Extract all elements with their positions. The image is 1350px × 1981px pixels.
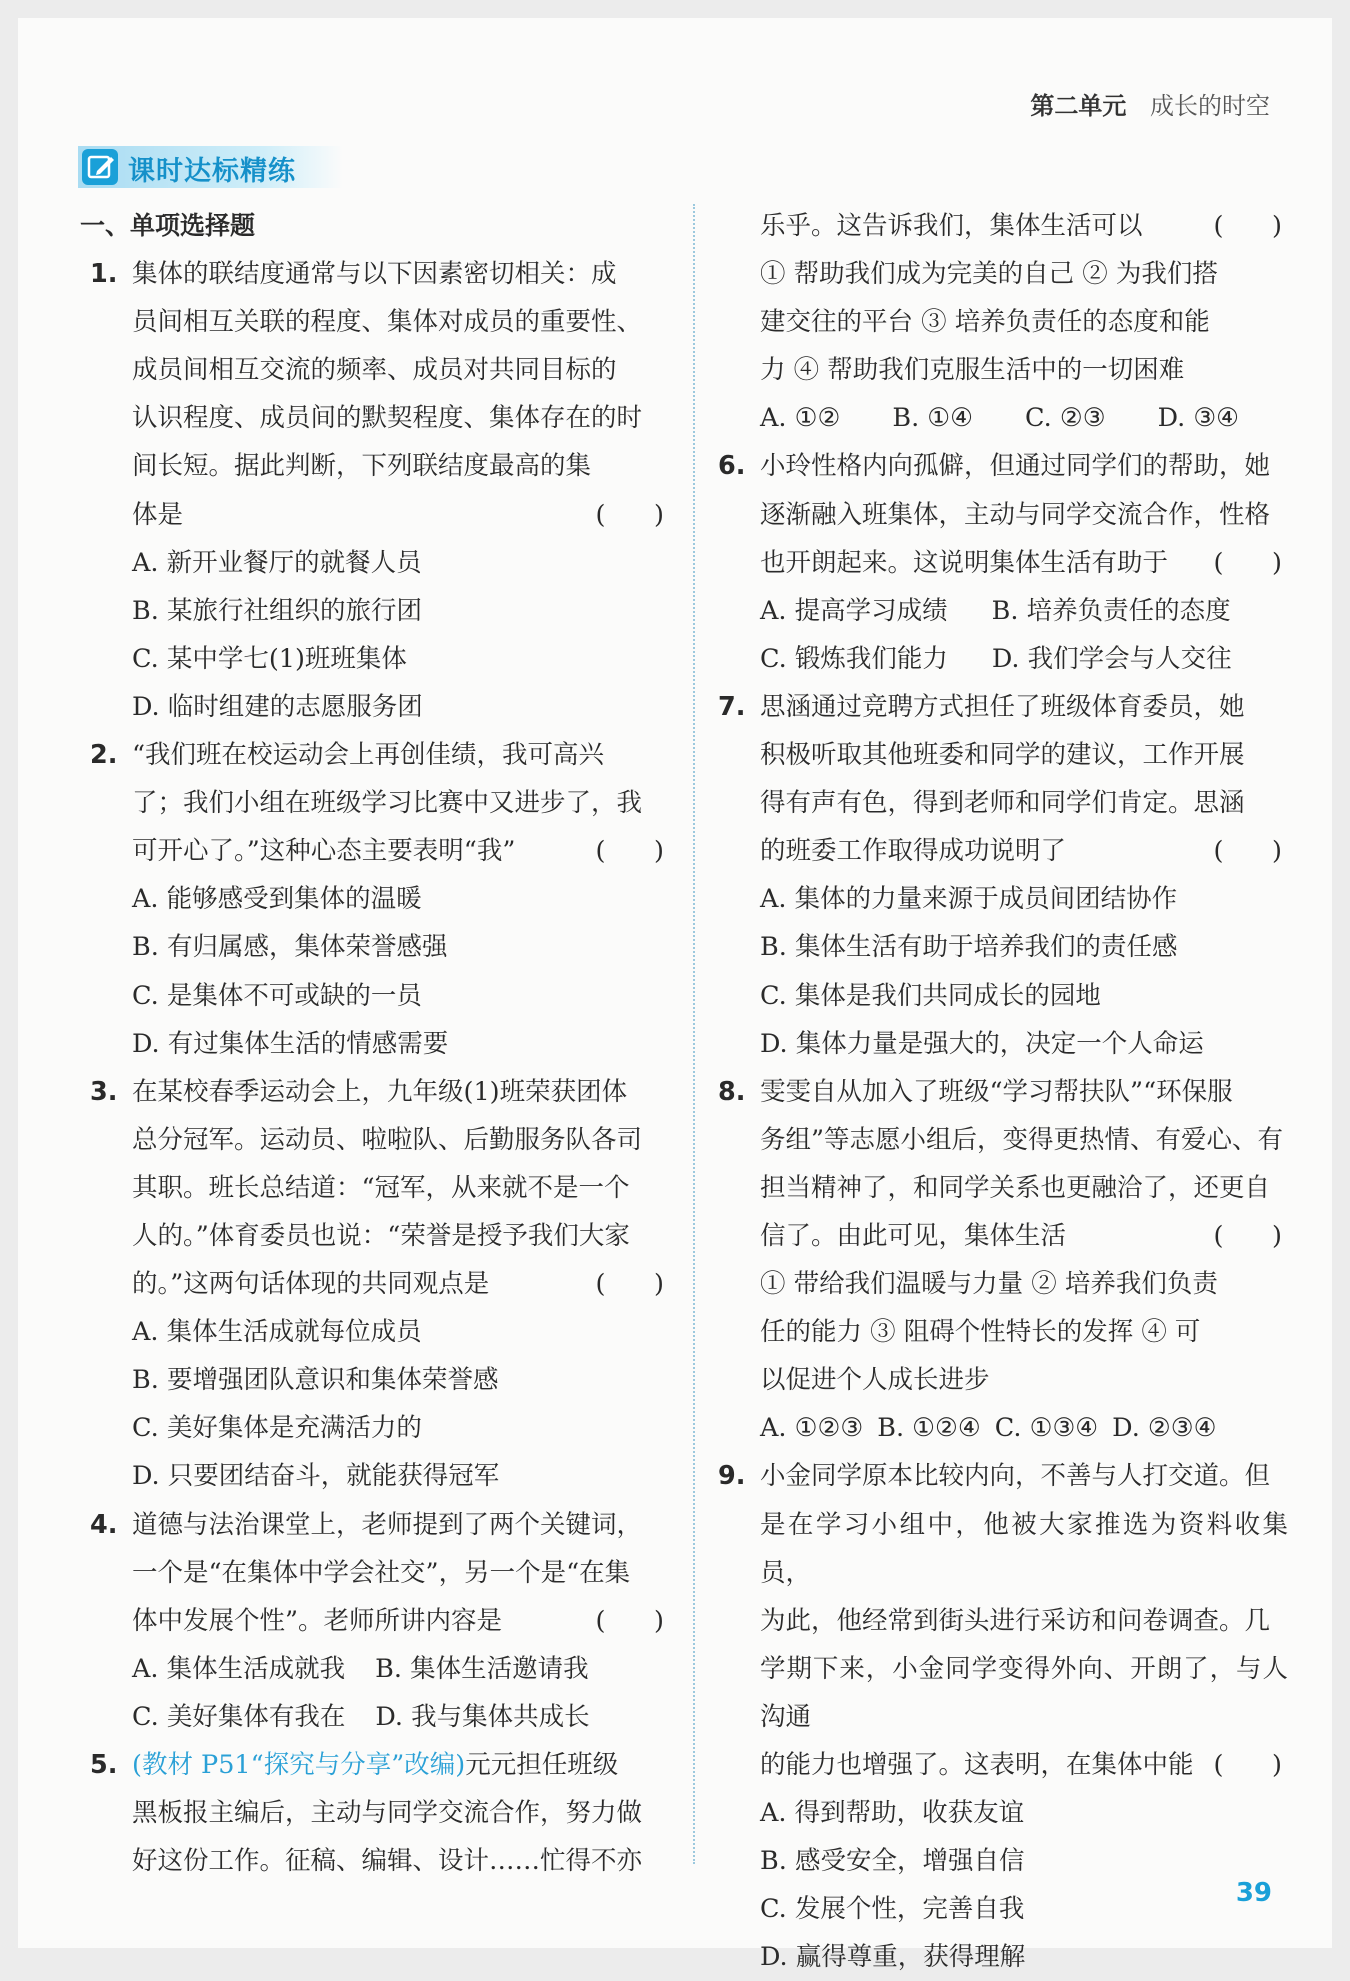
answer-blank: ( ) [595, 1269, 664, 1300]
option-d: D. 我们学会与人交往 [991, 643, 1232, 674]
question-line: 积极听取其他班委和同学的建议，工作开展 [760, 740, 1245, 771]
question-6 [708, 442, 1288, 586]
option-d: D. ②③④ [1112, 1413, 1217, 1444]
option-d: D. ③④ [1157, 403, 1240, 434]
statement-line: ① 帮助我们成为完美的自己 ② 为我们搭 [760, 259, 1218, 290]
question-line [132, 1597, 670, 1645]
question-line: 是在学习小组中，他被大家推选为资料收集员， [760, 1509, 1288, 1588]
option-a: A. ①② [760, 403, 841, 434]
answer-blank: ( ) [595, 836, 664, 867]
option-c: C. 美好集体是充满活力的 [132, 1413, 422, 1444]
question-4 [80, 1501, 670, 1645]
option-b: B. 感受安全，增强自信 [760, 1846, 1025, 1877]
question-line: 雯雯自从加入了班级“学习帮扶队”“环保服 [760, 1076, 1233, 1107]
question-line: 得有声有色，得到老师和同学们肯定。思涵 [760, 788, 1245, 819]
question-9 [708, 1452, 1288, 1789]
option-a: A. 提高学习成绩 [760, 595, 948, 626]
answer-blank: ( ) [595, 1605, 664, 1636]
option-c: C. ①③④ [994, 1413, 1099, 1444]
question-line [132, 1741, 670, 1789]
question-number: 7. [718, 691, 746, 722]
question-number: 4. [90, 1509, 118, 1540]
question-line: 成员间相互交流的频率、成员对共同目标的 [132, 355, 617, 386]
question-number: 2. [90, 740, 118, 771]
question-line [760, 202, 1288, 250]
option-d: D. 我与集体共成长 [375, 1701, 590, 1732]
option-a: A. 得到帮助，收获友谊 [760, 1798, 1025, 1829]
option-b: B. ①②④ [877, 1413, 981, 1444]
page-number: 39 [1235, 1878, 1272, 1908]
statement-line: 以促进个人成长进步 [760, 1365, 990, 1396]
statement-line: ① 带给我们温暖与力量 ② 培养我们负责 [760, 1269, 1218, 1300]
question-number: 9. [718, 1461, 746, 1492]
statement-line: 任的能力 ③ 阻碍个性特长的发挥 ④ 可 [760, 1317, 1201, 1348]
unit-title: 第二单元 [1030, 92, 1127, 120]
question-number: 3. [90, 1076, 118, 1107]
right-column [708, 202, 1288, 1981]
option-row [708, 587, 1288, 635]
question-line: 人的。”体育委员也说：“荣誉是授予我们大家 [132, 1220, 630, 1251]
option-d: D. 有过集体生活的情感需要 [132, 1028, 449, 1059]
answer-blank: ( ) [1213, 547, 1282, 578]
statement-line: 建交往的平台 ③ 培养负责任的态度和能 [760, 307, 1210, 338]
option-row [708, 394, 1288, 442]
option-b: B. 集体生活邀请我 [375, 1653, 589, 1684]
statement-line: 力 ④ 帮助我们克服生活中的一切困难 [760, 355, 1185, 386]
option-d: D. 只要团结奋斗，就能获得冠军 [132, 1461, 500, 1492]
option-b: B. 要增强团队意识和集体荣誉感 [132, 1365, 499, 1396]
option-a: A. 新开业餐厅的就餐人员 [132, 547, 422, 578]
question-line [760, 827, 1288, 875]
question-line-text: 元元担任班级 [465, 1750, 619, 1780]
textbook-source: (教材 P51“探究与分享”改编) [132, 1750, 466, 1780]
option-c: C. ②③ [1025, 403, 1106, 434]
question-number: 8. [718, 1076, 746, 1107]
question-line-text: 乐乎。这告诉我们，集体生活可以 [760, 211, 1143, 241]
option-c: C. 集体是我们共同成长的园地 [760, 980, 1101, 1011]
option-c: C. 发展个性，完善自我 [760, 1894, 1025, 1925]
question-line-text: 的。”这两句话体现的共同观点是 [132, 1269, 490, 1300]
answer-blank: ( ) [1213, 1220, 1282, 1251]
question-line: 为此，他经常到街头进行采访和问卷调查。几 [760, 1605, 1271, 1636]
option-c: C. 是集体不可或缺的一员 [132, 980, 422, 1011]
unit-subtitle: 成长的时空 [1150, 92, 1270, 120]
option-a: A. 集体的力量来源于成员间团结协作 [760, 884, 1178, 915]
answer-blank: ( ) [595, 499, 664, 530]
section-banner [78, 146, 343, 188]
page-header [1030, 86, 1270, 121]
question-8 [708, 1068, 1288, 1405]
option-b: B. 培养负责任的态度 [991, 595, 1231, 626]
question-line-text: 信了。由此可见，集体生活 [760, 1220, 1067, 1251]
option-b: B. 有归属感，集体荣誉感强 [132, 932, 448, 963]
question-line: 其职。班长总结道：“冠军，从来就不是一个 [132, 1172, 630, 1203]
question-line: 道德与法治课堂上，老师提到了两个关键词， [132, 1509, 643, 1540]
question-number: 6. [718, 451, 746, 482]
option-c: C. 某中学七(1)班班集体 [132, 643, 407, 674]
question-line-text: 的能力也增强了。这表明，在集体中能 [760, 1750, 1194, 1780]
option-a: A. 集体生活成就每位成员 [132, 1317, 422, 1348]
column-divider [693, 204, 695, 1864]
section-title: 一、单项选择题 [80, 211, 256, 240]
question-line: 担当精神了，和同学关系也更融洽了，还更自 [760, 1172, 1271, 1203]
question-line [760, 539, 1288, 587]
question-line [132, 827, 670, 875]
question-number: 1. [90, 259, 118, 290]
question-line: 务组”等志愿小组后，变得更热情、有爱心、有 [760, 1124, 1284, 1155]
option-row [80, 1645, 670, 1693]
question-line: 员间相互关联的程度、集体对成员的重要性、 [132, 307, 643, 338]
option-d: D. 集体力量是强大的，决定一个人命运 [760, 1028, 1204, 1059]
option-c: C. 锻炼我们能力 [760, 643, 948, 674]
question-5 [80, 1741, 670, 1885]
question-line: 总分冠军。运动员、啦啦队、后勤服务队各司 [132, 1124, 643, 1155]
question-line-text: 体中发展个性”。老师所讲内容是 [132, 1605, 503, 1636]
question-line-text: 的班委工作取得成功说明了 [760, 836, 1067, 867]
question-line: 集体的联结度通常与以下因素密切相关：成 [132, 259, 617, 290]
answer-blank: ( ) [1213, 836, 1282, 867]
option-a: A. ①②③ [760, 1413, 864, 1444]
question-line: 小金同学原本比较内向，不善与人打交道。但 [760, 1461, 1271, 1492]
question-line: 认识程度、成员间的默契程度、集体存在的时 [132, 403, 643, 434]
question-line: 学期下来，小金同学变得外向、开朗了，与人沟通 [760, 1653, 1288, 1732]
answer-blank: ( ) [1213, 211, 1282, 241]
question-line: 逐渐融入班集体，主动与同学交流合作，性格 [760, 499, 1271, 530]
question-line: 思涵通过竞聘方式担任了班级体育委员，她 [760, 691, 1245, 722]
question-number: 5. [90, 1750, 118, 1780]
question-line [760, 1212, 1288, 1260]
question-line-text: 可开心了。”这种心态主要表明“我” [132, 836, 516, 867]
question-1 [80, 250, 670, 539]
question-line-text: 也开朗起来。这说明集体生活有助于 [760, 547, 1169, 578]
option-c: C. 美好集体有我在 [132, 1701, 346, 1732]
question-3 [80, 1068, 670, 1308]
question-line: 黑板报主编后，主动与同学交流合作，努力做 [132, 1798, 643, 1829]
question-line-text: 体是 [132, 499, 184, 530]
question-line [760, 1741, 1288, 1789]
option-row [80, 1693, 670, 1741]
pencil-edit-icon [82, 149, 118, 185]
option-row [708, 635, 1288, 683]
option-b: B. 集体生活有助于培养我们的责任感 [760, 932, 1178, 963]
question-line: 间长短。据此判断，下列联结度最高的集 [132, 451, 592, 482]
option-d: D. 赢得尊重，获得理解 [760, 1942, 1026, 1973]
question-2 [80, 731, 670, 875]
question-line: 在某校春季运动会上，九年级(1)班荣获团体 [132, 1076, 628, 1107]
workbook-page [18, 18, 1332, 1973]
option-row [708, 1404, 1288, 1452]
question-line [132, 491, 670, 539]
question-line: 小玲性格内向孤僻，但通过同学们的帮助，她 [760, 451, 1271, 482]
option-a: A. 集体生活成就我 [132, 1653, 346, 1684]
left-column [80, 202, 670, 1885]
banner-title: 课时达标精练 [128, 156, 296, 187]
question-5-continued [708, 202, 1288, 394]
question-line [132, 1260, 670, 1308]
question-line: 一个是“在集体中学会社交”，另一个是“在集 [132, 1557, 631, 1588]
question-7 [708, 683, 1288, 875]
question-line: 了；我们小组在班级学习比赛中又进步了，我 [132, 788, 643, 819]
question-line: 好这份工作。征稿、编辑、设计……忙得不亦 [132, 1846, 643, 1877]
option-a: A. 能够感受到集体的温暖 [132, 884, 422, 915]
option-b: B. 某旅行社组织的旅行团 [132, 595, 422, 626]
question-line: “我们班在校运动会上再创佳绩，我可高兴 [132, 740, 605, 771]
option-d: D. 临时组建的志愿服务团 [132, 691, 423, 722]
answer-blank: ( ) [1213, 1750, 1282, 1780]
option-b: B. ①④ [892, 403, 974, 434]
